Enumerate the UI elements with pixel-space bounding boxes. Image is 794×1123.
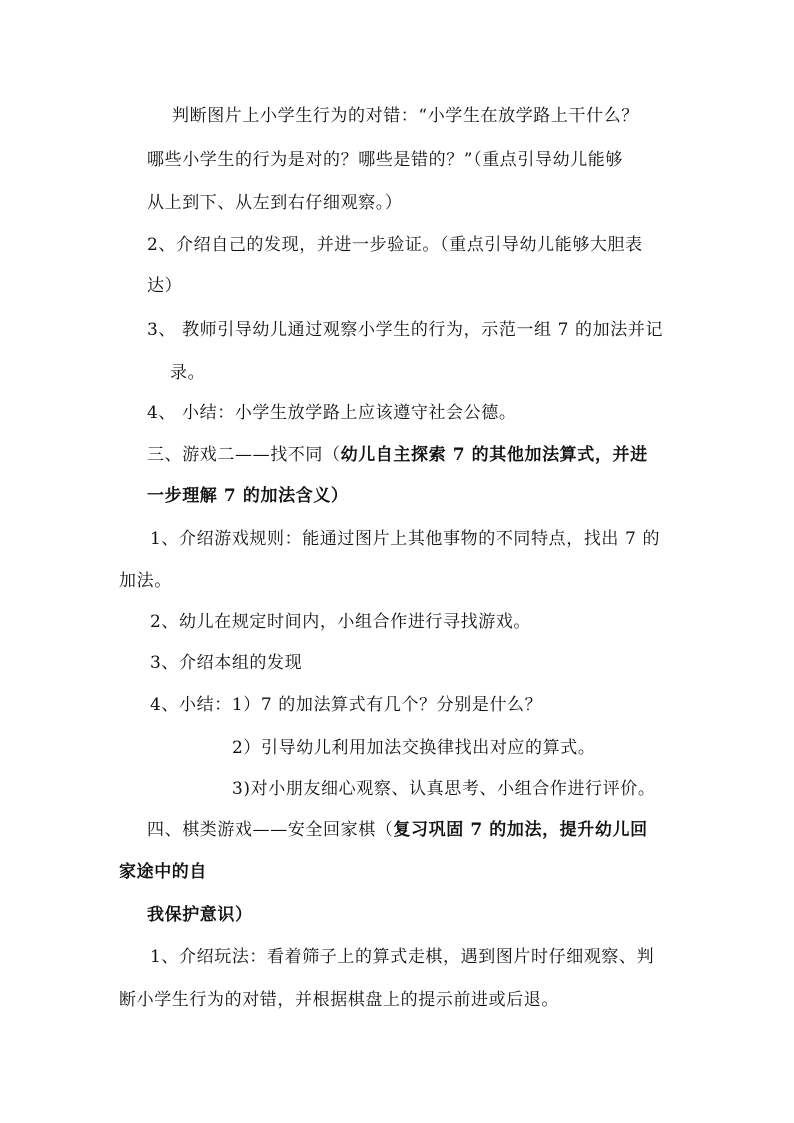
paragraph-line: 加法。: [119, 571, 172, 591]
sub-item-3: 3)对小朋友细心观察、认真思考、小组合作进行评价。: [232, 779, 656, 799]
paragraph-line: 断小学生行为的对错，并根据棋盘上的提示前进或后退。: [119, 990, 559, 1010]
section-heading-continued: 一步理解 7 的加法含义）: [147, 486, 349, 506]
section-heading-text: 四、棋类游戏——安全回家棋（: [147, 820, 394, 840]
paragraph-line: 哪些小学生的行为是对的？哪些是错的？”（重点引导幼儿能够: [147, 150, 623, 170]
section-heading-continued: 我保护意识）: [147, 905, 253, 925]
list-item-3: 3、介绍本组的发现: [150, 653, 303, 673]
paragraph-line: 判断图片上小学生行为的对错：“小学生在放学路上干什么？: [172, 106, 639, 126]
section-heading-4: [147, 818, 648, 842]
list-item-4: 4、 小结：小学生放学路上应该遵守社会公德。: [147, 403, 517, 423]
paragraph-line: 录。: [170, 363, 206, 383]
list-item-1: 1、介绍玩法：看着筛子上的算式走棋，遇到图片时仔细观察、判: [150, 947, 655, 967]
list-item-1: 1、介绍游戏规则：能通过图片上其他事物的不同特点，找出 7 的: [150, 529, 661, 549]
sub-item-2: 2）引导幼儿利用加法交换律找出对应的算式。: [232, 738, 596, 758]
section-heading-text: 三、游戏二——找不同（: [147, 445, 341, 465]
paragraph-line: 从上到下、从左到右仔细观察。）: [147, 193, 403, 213]
section-heading-3: [147, 443, 648, 467]
section-heading-bold: 幼儿自主探索 7 的其他加法算式，并进: [340, 445, 648, 465]
list-item-3: 3、 教师引导幼儿通过观察小学生的行为，示范一组 7 的加法并记: [147, 320, 664, 340]
list-item-4: 4、小结：1）7 的加法算式有几个？分别是什么？: [150, 695, 543, 715]
section-heading-bold: 复习巩固 7 的加法，提升幼儿回: [393, 820, 648, 840]
section-heading-continued: 家途中的自: [119, 862, 207, 882]
list-item-2: 2、幼儿在规定时间内，小组合作进行寻找游戏。: [150, 612, 532, 632]
list-item-2: 2、介绍自己的发现，并进一步验证。（重点引导幼儿能够大胆表: [147, 235, 643, 255]
paragraph-line: 达）: [147, 276, 183, 296]
